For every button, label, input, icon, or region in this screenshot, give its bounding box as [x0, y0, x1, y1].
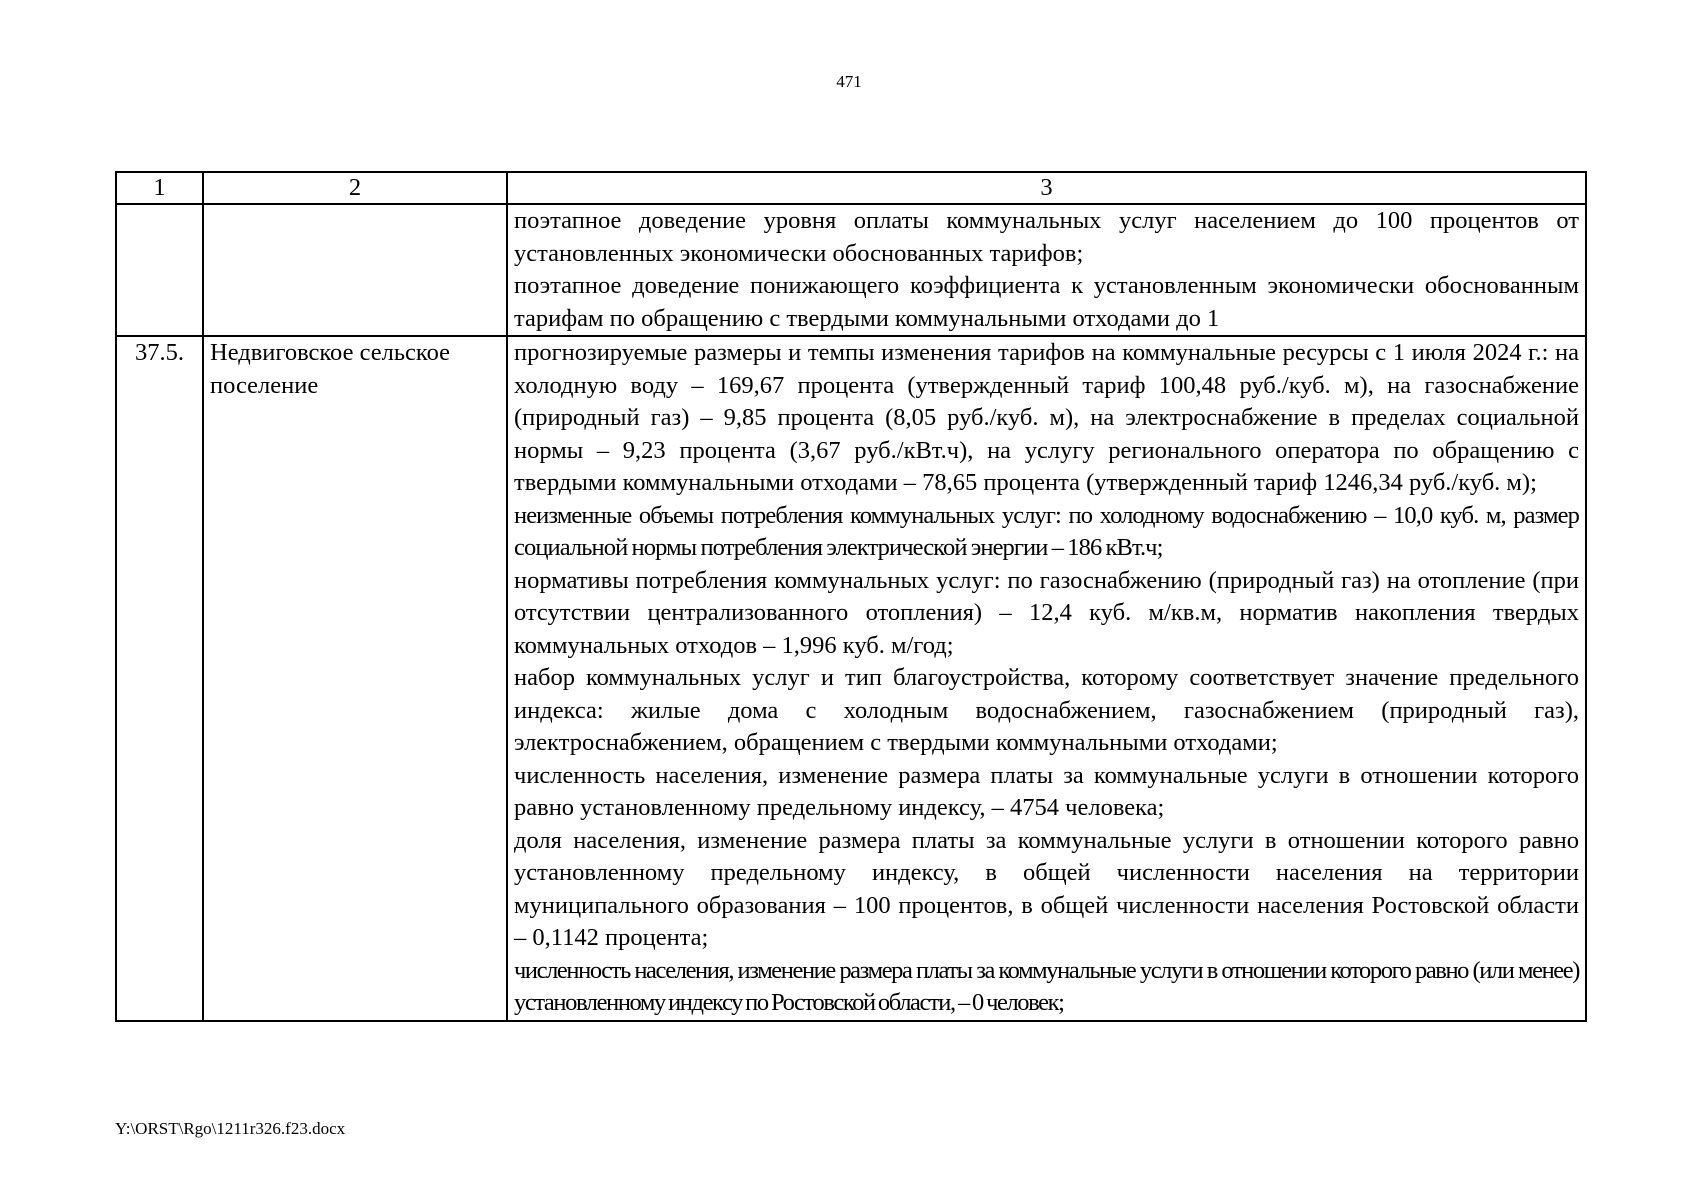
header-cell-2: 2 — [203, 172, 507, 204]
continuation-paragraph: поэтапное доведение понижающего коэффициента к установленным экономически обоснованным тарифам по обращению с твердыми коммунальными отходами до 1 — [514, 272, 1579, 332]
continuation-paragraph: поэтапное доведение уровня оплаты коммунальных услуг населением до 100 процентов от установленных экономически обоснованных тарифов; — [514, 207, 1579, 267]
continuation-name-cell — [203, 204, 507, 336]
continuation-number-cell — [116, 204, 203, 336]
content-paragraph: набор коммунальных услуг и тип благоустройства, которому соответствует значение предельного индекса: жилые дома с холодным водоснабжением, газоснабжением (природный газ), электроснабжением, обращением с твердыми коммунальными отходами; — [514, 664, 1579, 756]
content-paragraph: численность населения, изменение размера платы за коммунальные услуги в отношении которого равно установленному предельному индексу, – 4754 человека; — [514, 761, 1579, 821]
page-number: 471 — [836, 72, 862, 91]
content-paragraph: неизменные объемы потребления коммунальных услуг: по холодному водоснабжению – 10,0 куб. м, размер социальной нормы потребления электрической энергии – 186 кВт.ч; — [514, 501, 1579, 561]
settlement-name-cell: Недвиговское сельское поселение — [203, 336, 507, 1021]
tariff-table — [115, 171, 1587, 1022]
footer-file-path: Y:\ORST\Rgo\1211r326.f23.docx — [115, 1119, 346, 1138]
header-cell-1: 1 — [116, 172, 203, 204]
row-content-cell — [507, 336, 1586, 1021]
row-number-cell: 37.5. — [116, 336, 203, 1021]
table-header-row — [116, 172, 1586, 204]
content-paragraph: доля населения, изменение размера платы за коммунальные услуги в отношении которого равно установленному предельному индексу, в общей численности населения на территории муниципального образования – 100 процентов, в общей численности населения Ростовской области – 0,1142 процента; — [514, 826, 1579, 951]
content-paragraph: прогнозируемые размеры и темпы изменения тарифов на коммунальные ресурсы с 1 июля 2024 г.: на холодную воду – 169,67 процента (утвержденный тариф 100,48 руб./куб. м), на газоснабжение (природный газ) – 9,85 процента (8,05 руб./куб. м), на электроснабжение в пределах социальной нормы – 9,23 процента (3,67 руб./кВт.ч), на услугу регионального оператора по обращению с твердыми коммунальными отходами – 78,65 процента (утвержденный тариф 1246,34 руб./куб. м); — [514, 339, 1579, 496]
header-cell-3: 3 — [507, 172, 1586, 204]
table-row-37-5 — [116, 336, 1586, 1021]
table-row-continuation — [116, 204, 1586, 336]
continuation-content-cell — [507, 204, 1586, 336]
content-paragraph: численность населения, изменение размера платы за коммунальные услуги в отношении которого равно (или менее) установленному индексу по Ростовской области, – 0 человек; — [514, 956, 1579, 1016]
content-paragraph: нормативы потребления коммунальных услуг: по газоснабжению (природный газ) на отопление (при отсутствии централизованного отопления) – 12,4 куб. м/кв.м, норматив накопления твердых коммунальных отходов – 1,996 куб. м/год; — [514, 566, 1579, 659]
